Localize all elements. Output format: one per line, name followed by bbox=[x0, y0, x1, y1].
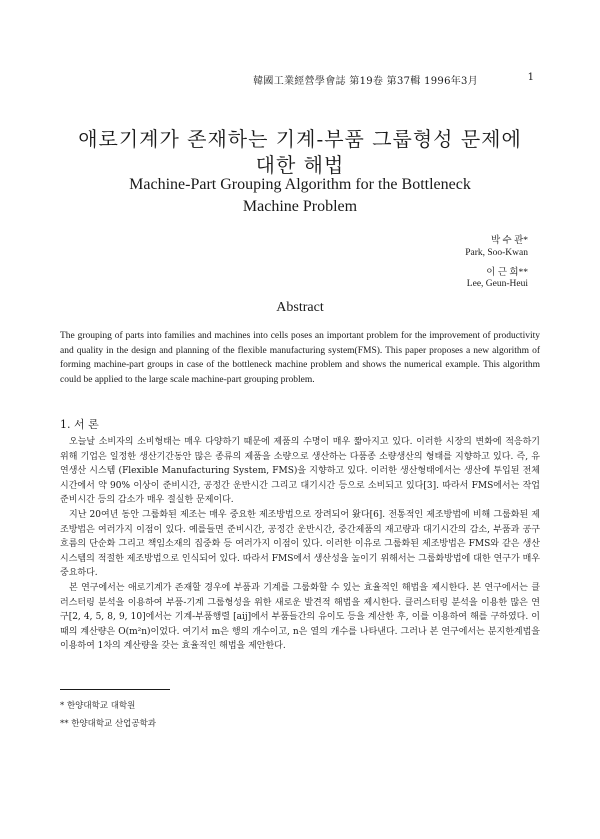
abstract-text: The grouping of parts into families and machines into cells poses an important problem for the improvement of productivity and quality in the design and planning of the flexible manufacturing system(FMS). This paper proposes a new algorithm of forming machine-part groups in case of the bottleneck machine problem and shows the numerical example. This algorithm could be applied to the large scale machine-part grouping problem. bbox=[60, 331, 540, 386]
body-paragraph: 본 연구에서는 애로기계가 존재할 경우에 부품과 기계를 그룹화할 수 있는 효율적인 해법을 제시한다. 본 연구에서는 클러스터링 분석을 이용하여 부품-기계 그룹형성을 위한 새로운 발견적 해법을 제시한다. 클러스터링 분석을 이용한 많은 연구[2, 4, 5, 8, 9, 10]에서는 기계-부품행렬 [aij]에서 부품들간의 유이도 등을 계산한 후, 이를 이용하여 해를 구하였다. 이때의 계산량은 O(m²n)이었다. 여기서 m은 행의 개수이고, n은 열의 개수를 나타낸다. 그러나 본 연구에서는 분지한계법을 이용하여 1차의 계산량을 갖는 효율적인 해법을 제안한다. bbox=[60, 582, 540, 652]
english-title-line-2: Machine Problem bbox=[242, 198, 358, 215]
korean-title-line-1: 애로기계가 존재하는 기계-부품 그룹형성 문제에 bbox=[78, 127, 522, 151]
section-heading: 1. 서 론 bbox=[60, 418, 99, 431]
footnote-1: * 한양대학교 대학원 bbox=[60, 701, 136, 711]
author-2-english: Lee, Geun-Heui bbox=[466, 279, 528, 289]
body-paragraph: 오늘날 소비자의 소비형태는 매우 다양하기 때문에 제품의 수명이 매우 짧아지고 있다. 이러한 시장의 변화에 적응하기 위해 기업은 일정한 생산기간동안 많은 종류의 제품을 소량으로 생산하는 다품종 소량생산의 형태를 지향하고 있다. 즉, 유연생산 시스템 (Flexible Manufacturing System, FMS)을 지향하고 있다. 이러한 생산형태에서는 생산에 투입된 전체시간에서 약 90% 이상이 준비시간, 공정간 운반시간 그리고 대기시간 등으로 소비되고 있다[3]. 따라서 FMS에서는 작업준비시간 등의 감소가 매우 절실한 문제이다. bbox=[60, 437, 540, 506]
author-2-korean: 이 근 희** bbox=[486, 268, 528, 278]
footnote-2: ** 한양대학교 산업공학과 bbox=[60, 719, 157, 729]
author-1-korean: 박 수 관* bbox=[490, 236, 528, 246]
section-body bbox=[60, 435, 540, 654]
footnote-divider bbox=[60, 689, 170, 690]
running-head: 韓國工業經營學會誌 第19卷 第37輯 1996年3月 bbox=[253, 76, 478, 87]
korean-title-line-2: 대한 해법 bbox=[255, 153, 345, 177]
english-title-line-1: Machine-Part Grouping Algorithm for the Bottleneck bbox=[129, 176, 471, 193]
body-paragraph: 지난 20여년 동안 그룹화된 제조는 매우 중요한 제조방법으로 장려되어 왔다[6]. 전통적인 제조방법에 비해 그룹화된 제조방법은 여러가지 이점이 있다. 예를들면 준비시간, 공정간 운반시간, 중간제품의 재고량과 대기시간의 감소, 부품과 공구흐름의 단순화 그리고 책임소재의 집중화 등 여러가지 이점이 있다. 이러한 이유로 그룹화된 제조방법은 FMS와 같은 생산시스템의 적절한 제조방법으로 인식되어 있다. 따라서 FMS에서 생산성을 높이기 위해서는 그룹화방법에 대한 연구가 매우 중요하다. bbox=[60, 509, 540, 579]
abstract-heading: Abstract bbox=[276, 300, 324, 315]
author-1-english: Park, Soo-Kwan bbox=[465, 248, 528, 258]
page-number: 1 bbox=[527, 72, 534, 83]
